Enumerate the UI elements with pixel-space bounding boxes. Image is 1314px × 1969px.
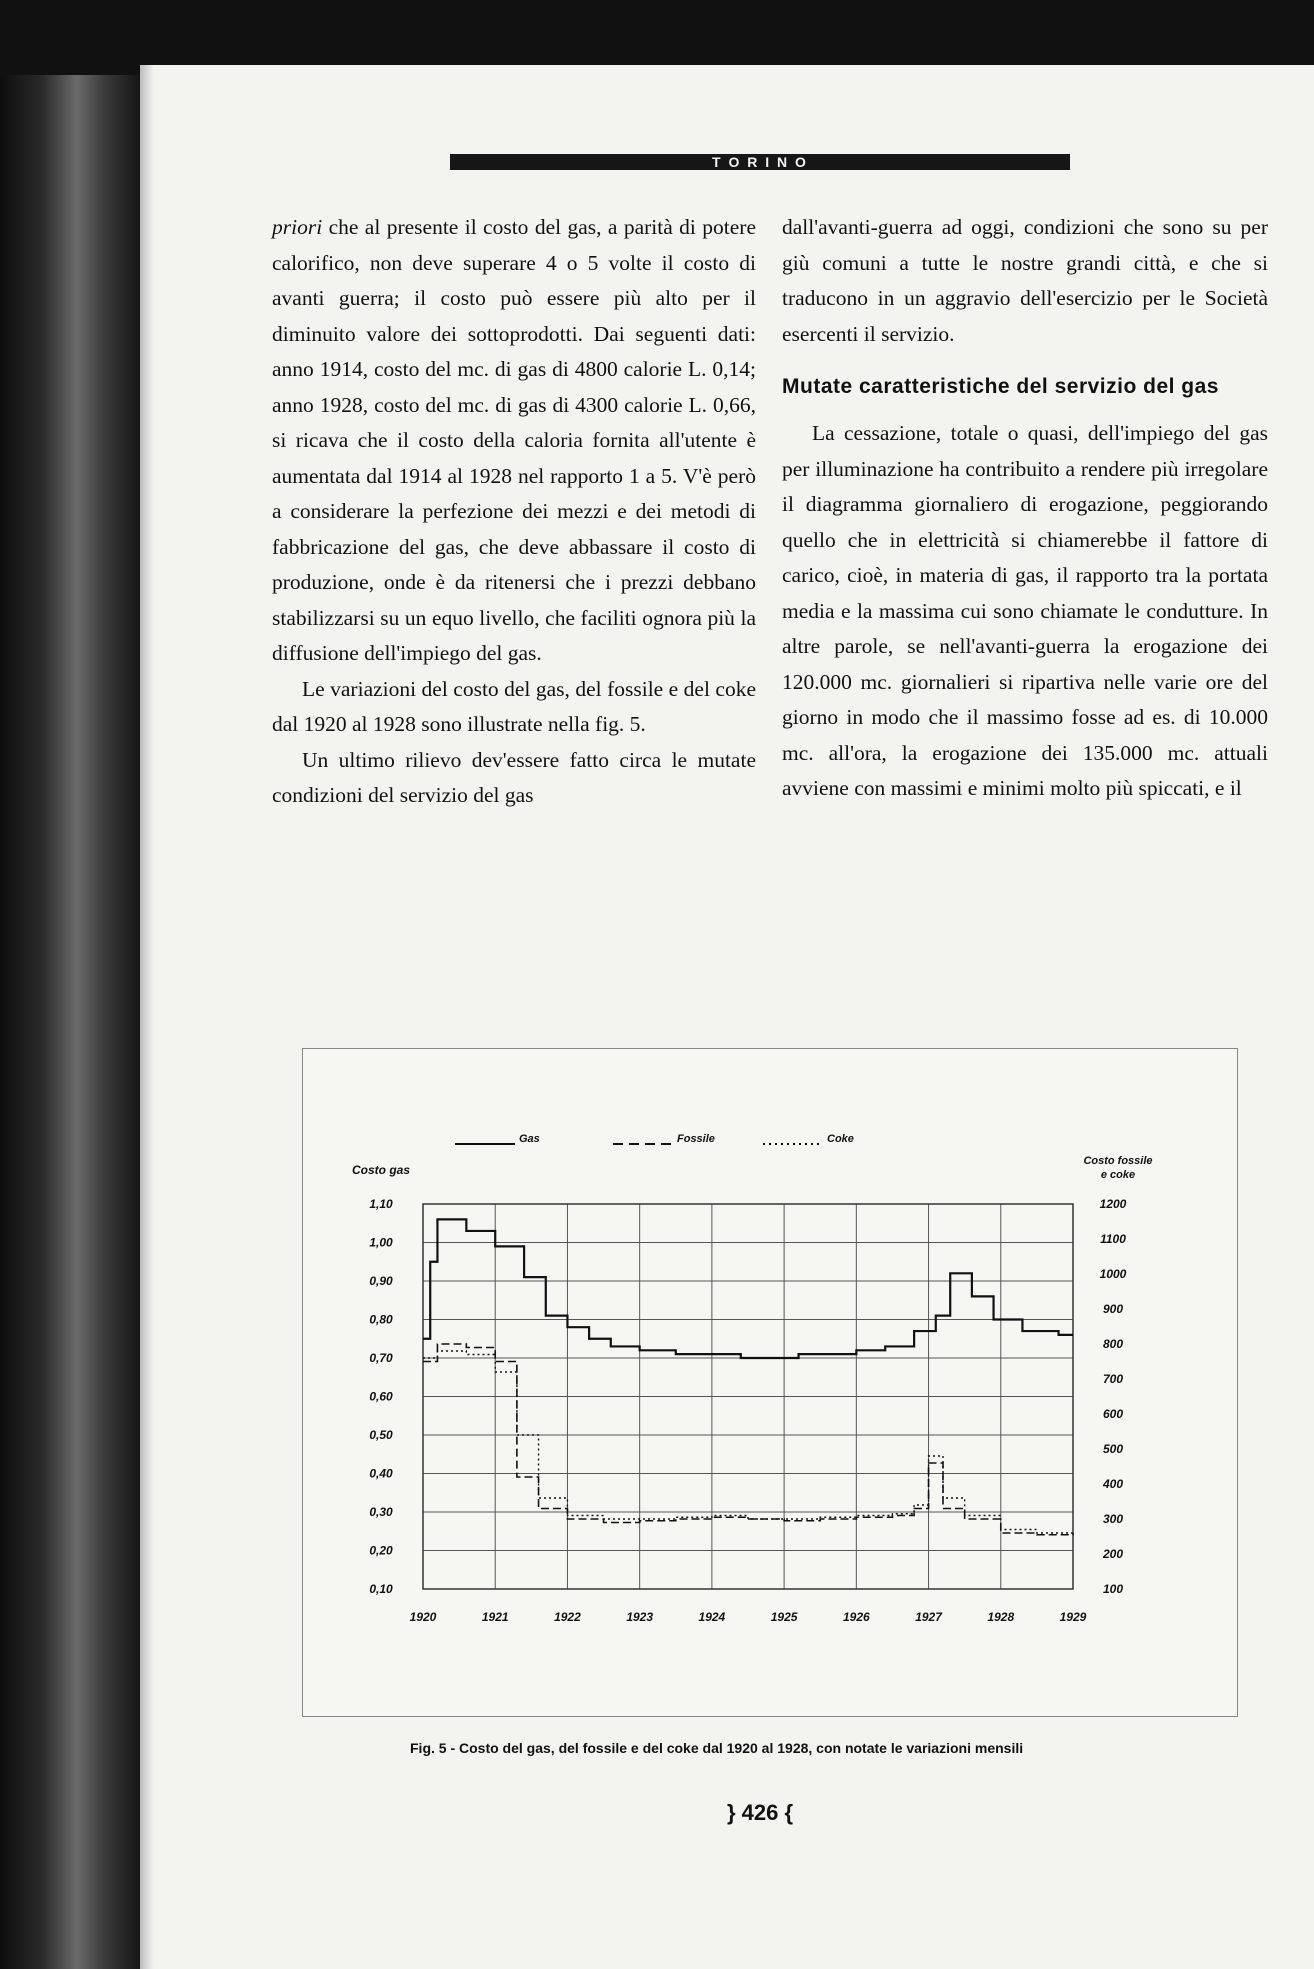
y-left-tick-7: 0,40 [369,1466,393,1481]
y-left-tick-9: 0,20 [369,1543,393,1558]
y-left-tick-0: 1,10 [369,1197,393,1211]
page-number: } 426 { [726,1800,794,1825]
figure-chart [302,1048,1238,1717]
left-paragraph-1-text: che al presente il costo del gas, a parità di potere calorifico, non deve superare 4 o 5 volte il costo di avanti guerra; il costo può essere più alto per il diminuito valore dei sottoprodotti. Dai seguenti dati: anno 1914, costo del mc. di gas di 4800 calorie L. 0,14; anno 1928, costo del mc. di gas di 4300 calorie L. 0,66, si ricava che il costo della caloria fornita all'utente è aumentata dal 1914 al 1928 nel rapporto 1 a 5. V'è però a considerare la perfezione dei mezzi e dei metodi di fabbricazione del gas, che deve abbassare il costo di produzione, onde è da ritenersi che i prezzi debbano stabilizzarsi su un equo livello, che faciliti ognora più la diffusione dell'impiego del gas. [272,215,756,665]
x-tick-1923: 1923 [626,1610,654,1624]
series-line-gas [423,1219,1073,1358]
scan-top-shadow [0,0,1314,75]
y-right-tick-5: 700 [1102,1372,1124,1386]
y-left-tick-6: 0,50 [369,1428,393,1442]
y-left-tick-8: 0,30 [369,1505,393,1519]
y-right-tick-1: 1100 [1100,1232,1126,1246]
y-right-tick-7: 500 [1102,1442,1124,1456]
y-right-label-line2: e coke [1100,1169,1136,1181]
page-edge [140,65,154,1969]
y-right-tick-10: 200 [1102,1547,1124,1561]
legend-label-fossile: Fossile [677,1133,715,1145]
left-paragraph-1-lead: priori [272,215,323,239]
page-number-value: 426 [741,1800,779,1825]
y-left-tick-10: 0,10 [369,1582,393,1596]
right-paragraph-2: La cessazione, totale o quasi, dell'impiego del gas per illuminazione ha contribuito a rendere più irregolare il diagramma giornaliero di erogazione, peggiorando quello che in elettricità si chiamerebbe il fattore di carico, cioè, in materia di gas, il rapporto tra la portata media e la massima cui sono chiamate le condutture. In altre parole, se nell'avanti-guerra la erogazione dei 120.000 mc. giornalieri si ripartiva nelle varie ore del giorno in modo che il massimo fosse ad es. di 10.000 mc. all'ora, la erogazione dei 135.000 mc. attuali avviene con massimi e minimi molto più spiccati, e il [782,421,1268,800]
x-tick-1921: 1921 [481,1610,509,1624]
series-line-fossile [423,1344,1073,1535]
x-tick-1925: 1925 [770,1610,798,1624]
y-left-tick-3: 0,80 [369,1312,393,1327]
section-title: Mutate caratteristiche del servizio del gas [782,375,1219,398]
y-left-tick-5: 0,60 [369,1389,393,1404]
y-left-tick-4: 0,70 [369,1351,393,1365]
y-right-tick-2: 1000 [1099,1267,1127,1281]
x-tick-1929: 1929 [1059,1610,1087,1624]
x-tick-1927: 1927 [915,1610,942,1624]
x-tick-1928: 1928 [987,1610,1015,1624]
y-right-tick-6: 600 [1102,1407,1124,1421]
left-column [272,210,756,814]
y-right-tick-3: 900 [1102,1302,1124,1316]
left-paragraph-1 [272,210,756,672]
legend-label-gas: Gas [519,1133,540,1145]
right-column [782,210,1268,807]
y-left-tick-2: 0,90 [369,1274,393,1288]
right-paragraph-1: dall'avanti-guerra ad oggi, condizioni che sono su per giù comuni a tutte le nostre grandi città, e che si traducono in un aggravio dell'esercizio per le Società esercenti il servizio. [782,215,1268,346]
chart-svg [303,1049,1237,1716]
series-line-coke [423,1351,1073,1533]
running-header [450,154,1070,170]
y-right-tick-11: 100 [1102,1582,1124,1596]
legend-label-coke: Coke [827,1133,854,1145]
y-right-tick-0: 1200 [1099,1197,1127,1211]
left-paragraph-2: Le variazioni del costo del gas, del fossile e del coke dal 1920 al 1928 sono illustrate nella fig. 5. [272,676,756,736]
y-right-tick-4: 800 [1102,1337,1124,1351]
y-right-tick-9: 300 [1102,1512,1124,1526]
y-left-label: Costo gas [351,1163,411,1177]
running-header-title: T O R I N O [712,154,808,170]
y-left-tick-1: 1,00 [369,1235,393,1250]
scan-binding-shadow [0,0,140,1969]
figure-caption: Fig. 5 - Costo del gas, del fossile e del coke dal 1920 al 1928, con notate le variazioni mensili [410,1740,1024,1756]
y-right-label-line1: Costo fossile [1083,1155,1153,1167]
y-right-tick-8: 400 [1102,1477,1124,1491]
x-tick-1922: 1922 [554,1610,581,1624]
x-tick-1926: 1926 [842,1610,870,1624]
left-paragraph-3: Un ultimo rilievo dev'essere fatto circa le mutate condizioni del servizio del gas [272,747,756,807]
x-tick-1924: 1924 [698,1610,726,1624]
x-tick-1920: 1920 [409,1610,437,1624]
